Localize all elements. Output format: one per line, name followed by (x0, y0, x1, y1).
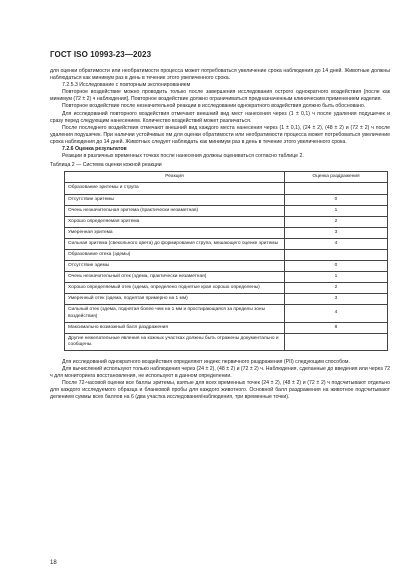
paragraph: Для вычислений используют только наблюдения через (24 ± 2), (48 ± 2) и (72 ± 2) ч. Наблюдения, сделанные до введения или через 72 ч для мониторинга восстановления, не используют в данном определении. (50, 366, 390, 380)
score-cell: 4 (285, 238, 388, 249)
score-cell: 1 (285, 272, 388, 283)
reaction-cell: Сильный отек (эдема, поднятая более чем на 1 мм и простирающаяся за пределы зоны воздействия) (65, 305, 285, 322)
table-row (65, 294, 388, 305)
table-body (65, 183, 388, 351)
reaction-cell: Сильная эритема (свекольного цвета) до формирования струпа, мешающего оценке эритемы (65, 238, 285, 249)
table-row (65, 305, 388, 322)
bottom-paragraphs (50, 359, 390, 402)
reaction-cell: Максимально возможный балл раздражения (65, 322, 285, 333)
paragraph: После последнего воздействия отмечают внешний вид каждого места нанесения через (1 ± 0,1), (24 ± 2), (48 ± 2) и (72 ± 2) ч после удаления подушечек. При наличии устойчивых ям для оценки обратимости или необратимости процесса может потребоваться увеличение срока наблюдения до 14 дней. Животных следует наблюдать как минимум раз в день в течение этого увеличенного срока. (50, 124, 390, 145)
table-row (65, 194, 388, 205)
table-row (65, 216, 388, 227)
reaction-cell: Очень незначительная эритема (практически незаметная) (65, 205, 285, 216)
score-cell: 0 (285, 194, 388, 205)
score-cell: 3 (285, 227, 388, 238)
page-number: 18 (50, 560, 57, 566)
reaction-cell: Образование отека (эдемы) (65, 249, 285, 260)
table-header-cell: Реакция (65, 172, 285, 183)
score-cell: 1 (285, 205, 388, 216)
score-cell (285, 249, 388, 260)
reaction-cell: Отсутствие эдемы (65, 261, 285, 272)
score-cell: 0 (285, 261, 388, 272)
paragraph: 7.2.5.3 Исследование с повторным экспонированием (62, 82, 191, 89)
paragraph: Повторное воздействие после незначительной реакции в исследовании однократного воздействия должно быть обосновано. (62, 103, 366, 110)
table-row (65, 183, 388, 194)
score-cell: 2 (285, 216, 388, 227)
paragraph: Реакции в различных временных точках после нанесения должны оцениваться согласно таблице 2. (62, 153, 304, 160)
reaction-cell: Образование эритемы и струпа (65, 183, 285, 194)
paragraph: 7.2.6 Оценка результатов (62, 146, 127, 153)
table-row (65, 322, 388, 333)
paragraph: для оценки обратимости или необратимости процесса может потребоваться увеличение срока наблюдения до 14 дней. Животные должны наблюдаться как минимум раз в день в течение этого увеличенного срока. (50, 68, 390, 82)
reaction-cell: Хорошо определяемая эритема (65, 216, 285, 227)
top-paragraphs (50, 68, 390, 169)
score-cell: 2 (285, 283, 388, 294)
paragraph: Для исследований повторного воздействия отмечают внешний вид мест нанесения через (1 ± 0,1) ч после удаления подушечек и сразу перед следующим нанесением. Количество воздействий может различаться. (50, 110, 390, 124)
reaction-cell: Умеренная эритема (65, 227, 285, 238)
table-row (65, 261, 388, 272)
table-row (65, 205, 388, 216)
score-cell: 8 (285, 322, 388, 333)
table-header-row (65, 172, 388, 183)
table-row (65, 249, 388, 260)
paragraph: Для исследований однократного воздействия определяют индекс первичного раздражения (PII) следующим способом. (62, 358, 350, 365)
paragraph: Повторное воздействие можно проводить только после завершения исследования острого однократного воздействия [после как минимум (72 ± 2) ч наблюдения]. Повторное воздействие должно ограничиваться предназначенным клиническим применением изделия. (50, 89, 390, 103)
table-row (65, 333, 388, 350)
table-row (65, 283, 388, 294)
score-cell: 4 (285, 305, 388, 322)
reaction-cell: Хорошо определяемый отек (эдема, определено поднятые края хорошо определены) (65, 283, 285, 294)
paragraph: Таблица 2 — Система оценки кожной реакции (50, 162, 162, 169)
table-row (65, 227, 388, 238)
reaction-cell: Отсутствие эритемы (65, 194, 285, 205)
score-cell: 3 (285, 294, 388, 305)
reaction-cell: Очень незначительный отек (эдема, практически незаметная) (65, 272, 285, 283)
table-header-cell: Оценка раздражения (285, 172, 388, 183)
reaction-cell: Умеренный отек (эдема, поднятая примерно на 1 мм) (65, 294, 285, 305)
table-row (65, 238, 388, 249)
irritation-scoring-table (64, 171, 388, 351)
table-row (65, 272, 388, 283)
paragraph: После 72-часовой оценки все баллы эритемы, взятые для всех временных точек (24 ± 2), (48 ± 2) и (72 ± 2) ч подсчитывают отдельно для каждого исследуемого образца и бланковой пробы для каждого животного. Основной балл раздражения на животное подсчитывают делением суммы всех баллов на 6 (два участка исследования/наблюдения, три временные точки). (50, 380, 390, 401)
reaction-cell: Другие нежелательные явления на кожных участках должны быть отражены документально и сообщены. (65, 333, 285, 350)
score-cell (285, 183, 388, 194)
score-cell (285, 333, 388, 350)
document-header: ГОСТ ISO 10993-23—2023 (50, 50, 152, 59)
document-body (50, 68, 390, 401)
